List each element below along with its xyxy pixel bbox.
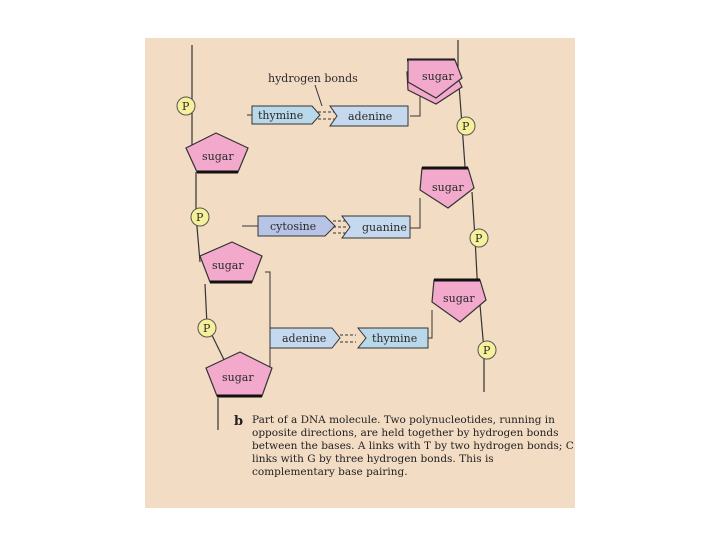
base-label: adenine [348, 110, 393, 123]
hydrogen-bonds-label: hydrogen bonds [268, 72, 358, 85]
phosphate-label: P [475, 232, 483, 245]
phosphate-label: P [182, 100, 190, 113]
base-label: guanine [362, 221, 407, 234]
sugar-label: sugar [212, 259, 244, 272]
phosphate-label: P [196, 211, 204, 224]
base-label: thymine [258, 109, 304, 122]
sugar-label: sugar [222, 371, 254, 384]
figure-caption: Part of a DNA molecule. Two polynucleotides, running in opposite directions, are held together by hydrogen bonds between the bases. A links with T by two hydrogen bonds; C links with G by three hydrogen bonds. This is complementary base pairing. [252, 414, 574, 478]
phosphate-label: P [203, 322, 211, 335]
base-label: adenine [282, 332, 327, 345]
sugar-label: sugar [443, 292, 475, 305]
base-label: thymine [372, 332, 418, 345]
caption-letter: b [234, 414, 244, 429]
phosphate-label: P [462, 120, 470, 133]
sugar-label: sugar [432, 181, 464, 194]
sugar-label: sugar [422, 70, 454, 83]
base-label: cytosine [270, 220, 317, 233]
phosphate-label: P [483, 344, 491, 357]
sugar-label: sugar [202, 150, 234, 163]
